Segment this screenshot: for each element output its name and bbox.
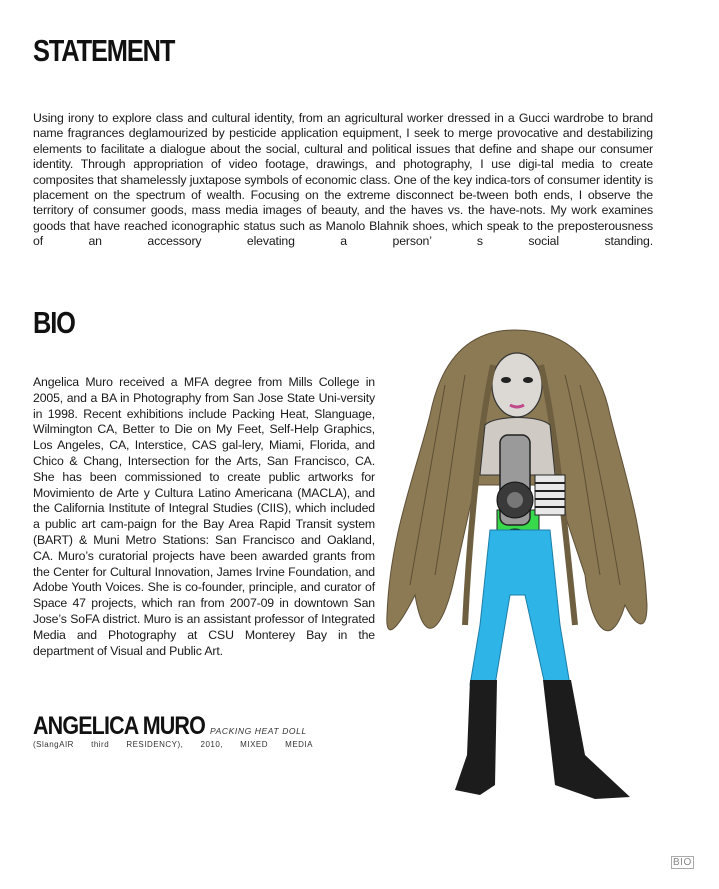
work-details: (SlangAIR third RESIDENCY), 2010, MIXED MEDIA — [33, 740, 313, 749]
bio-heading: BIO — [33, 305, 75, 340]
page-marker: BIO — [673, 857, 692, 868]
work-title: PACKING HEAT DOLL — [210, 726, 307, 736]
statement-heading: STATEMENT — [33, 33, 175, 68]
bio-body: Angelica Muro received a MFA degree from Mills College in 2005, and a BA in Photography from San Jose State Uni-versity in 1998. Recent exhibitions include Packing Heat, Slanguage, Wilmington CA, Better to Die on My Feet, Self-Help Graphics, Los Angeles, CA, Interstice, CAS gal-lery, Miami, Florida, and Chico & Chang, Intersection for the Arts, San Francisco, CA. She has been commissioned to create public artworks for Movimiento de Arte y Cultura Latino Americana (MACLA), and the California Institute of Integral Studies (CIIS), which included a public art cam-paign for the Bay Area Rapid Transit system (BART) & Muni Metro Stations: San Francisco and Oakland, CA. Muro’s curatorial projects have been awarded grants from the Center for Cultural Innovation, James Irvine Foundation, and Adobe Youth Voices. She is co-founder, principle, and curator of Space 47 projects, which ran from 2007-09 in downtown San Jose’s SoFA district. Muro is an assistant professor of Integrated Media and Photography at CSU Monterey Bay in the department of Visual and Public Art. — [33, 375, 375, 658]
artist-name: ANGELICA MURO — [33, 712, 205, 740]
statement-body: Using irony to explore class and cultural identity, from an agricultural worker dressed in a Gucci wardrobe to brand name fragrances deglamourized by pesticide application equipment, I seek to merge provocative and destabilizing elements to facilitate a dialogue about the social, cultural and political issues that define and shape our consumer identity. Through appropriation of video footage, drawings, and photography, I use digi-tal media to create composites that shamelessly juxtapose symbols of economic class. One of the key indica-tors of consumer identity is placement on the spectrum of wealth. Focusing on the extreme disconnect be-tween both ends, I observe the territory of consumer goods, mass media images of beauty, and the haves vs. the have-nots. My work examines goods that have reached iconographic status such as Manolo Blahnik shoes, which speak to the preposterousness of an accessory elevating a person’ s social standing. — [33, 111, 653, 249]
packing-heat-doll-drawing — [385, 325, 650, 805]
artwork-illustration — [385, 325, 650, 805]
